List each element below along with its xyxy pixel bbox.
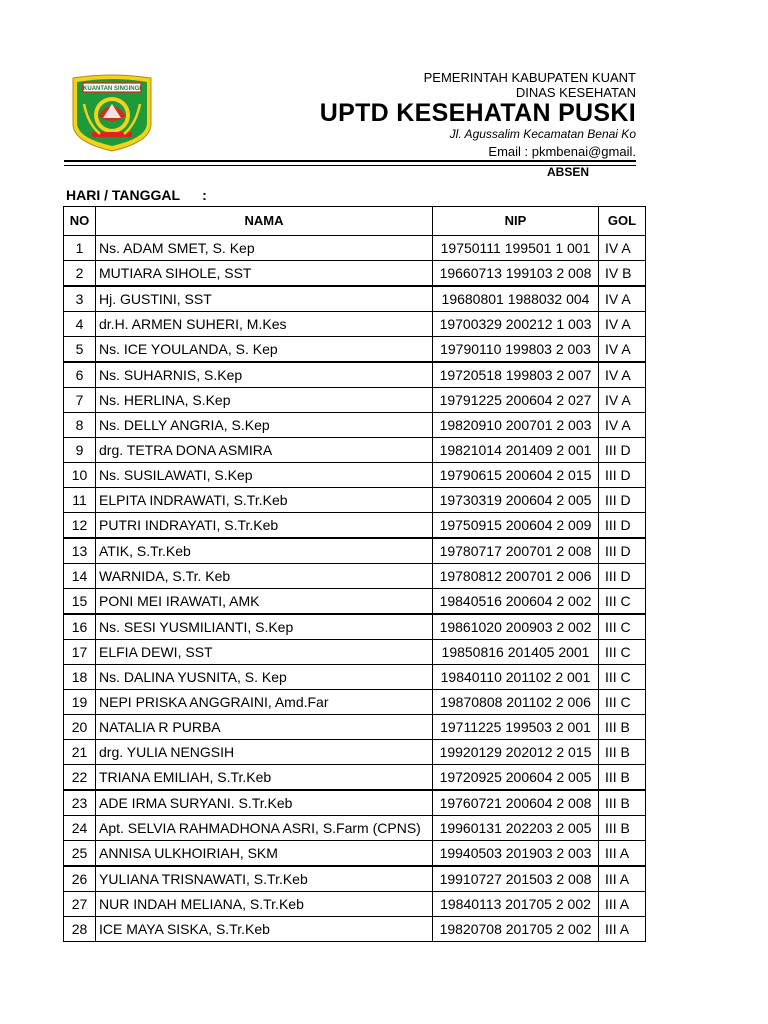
cell-gol: III B	[599, 765, 646, 791]
cell-no: 19	[64, 690, 96, 715]
cell-nama: NUR INDAH MELIANA, S.Tr.Keb	[96, 892, 433, 917]
cell-no: 2	[64, 261, 96, 287]
table-row	[64, 640, 646, 665]
table-row	[64, 866, 646, 892]
cell-no: 15	[64, 589, 96, 615]
table-row	[64, 816, 646, 841]
cell-nama: ELFIA DEWI, SST	[96, 640, 433, 665]
cell-no: 4	[64, 312, 96, 337]
cell-gol: III B	[599, 790, 646, 816]
cell-nip: 19910727 201503 2 008	[433, 866, 599, 892]
hari-tanggal-label	[66, 187, 207, 203]
table-row	[64, 690, 646, 715]
table-row	[64, 362, 646, 388]
cell-gol: III D	[599, 513, 646, 539]
cell-nama: dr.H. ARMEN SUHERI, M.Kes	[96, 312, 433, 337]
cell-nip: 19720518 199803 2 007	[433, 362, 599, 388]
cell-gol: III D	[599, 538, 646, 564]
cell-no: 13	[64, 538, 96, 564]
cell-no: 26	[64, 866, 96, 892]
cell-nama: Ns. SESI YUSMILIANTI, S.Kep	[96, 614, 433, 640]
cell-gol: III A	[599, 917, 646, 942]
cell-nama: Ns. ICE YOULANDA, S. Kep	[96, 337, 433, 363]
cell-no: 14	[64, 564, 96, 589]
cell-nama: drg. YULIA NENGSIH	[96, 740, 433, 765]
header-government-line: PEMERINTAH KABUPATEN KUANT	[423, 70, 636, 85]
cell-nip: 19780812 200701 2 006	[433, 564, 599, 589]
table-row	[64, 589, 646, 615]
cell-nama: PONI MEI IRAWATI, AMK	[96, 589, 433, 615]
cell-no: 20	[64, 715, 96, 740]
cell-nip: 19660713 199103 2 008	[433, 261, 599, 287]
table-row	[64, 665, 646, 690]
cell-nama: PUTRI INDRAYATI, S.Tr.Keb	[96, 513, 433, 539]
cell-no: 10	[64, 463, 96, 488]
column-header-nama: NAMA	[96, 207, 433, 236]
cell-gol: III C	[599, 589, 646, 615]
table-row	[64, 538, 646, 564]
cell-nip: 19850816 201405 2001	[433, 640, 599, 665]
cell-gol: III D	[599, 564, 646, 589]
cell-nama: ICE MAYA SISKA, S.Tr.Keb	[96, 917, 433, 942]
cell-nama: Ns. SUHARNIS, S.Kep	[96, 362, 433, 388]
cell-nama: ANNISA ULKHOIRIAH, SKM	[96, 841, 433, 867]
cell-gol: III C	[599, 614, 646, 640]
table-row	[64, 790, 646, 816]
cell-no: 21	[64, 740, 96, 765]
cell-nip: 19720925 200604 2 005	[433, 765, 599, 791]
header-divider-thick	[64, 160, 636, 162]
cell-nip: 19820708 201705 2 002	[433, 917, 599, 942]
cell-nip: 19790615 200604 2 015	[433, 463, 599, 488]
cell-gol: III B	[599, 740, 646, 765]
cell-gol: III C	[599, 690, 646, 715]
cell-nip: 19711225 199503 2 001	[433, 715, 599, 740]
cell-gol: III D	[599, 438, 646, 463]
header-address: Jl. Agussalim Kecamatan Benai Ko	[449, 127, 636, 141]
column-header-nip: NIP	[433, 207, 599, 236]
table-row	[64, 917, 646, 942]
cell-no: 23	[64, 790, 96, 816]
cell-nip: 19790110 199803 2 003	[433, 337, 599, 363]
cell-no: 5	[64, 337, 96, 363]
cell-no: 18	[64, 665, 96, 690]
cell-nama: WARNIDA, S.Tr. Keb	[96, 564, 433, 589]
cell-gol: IV A	[599, 312, 646, 337]
cell-nama: Ns. ADAM SMET, S. Kep	[96, 236, 433, 261]
absen-heading: ABSEN	[547, 165, 590, 179]
cell-nama: Ns. HERLINA, S.Kep	[96, 388, 433, 413]
cell-no: 9	[64, 438, 96, 463]
cell-nip: 19680801 1988032 004	[433, 286, 599, 312]
header-title: UPTD KESEHATAN PUSKI	[319, 99, 636, 127]
cell-nama: drg. TETRA DONA ASMIRA	[96, 438, 433, 463]
cell-gol: IV A	[599, 337, 646, 363]
logo-banner-text: KUANTAN SINGINGI	[83, 86, 141, 92]
cell-gol: III B	[599, 816, 646, 841]
cell-gol: IV A	[599, 236, 646, 261]
cell-nip: 19780717 200701 2 008	[433, 538, 599, 564]
hari-tanggal-text: HARI / TANGGAL	[66, 187, 181, 203]
header-email: Email : pkmbenai@gmail.	[488, 144, 636, 159]
cell-nama: MUTIARA SIHOLE, SST	[96, 261, 433, 287]
table-header-row	[64, 207, 646, 236]
cell-gol: IV A	[599, 286, 646, 312]
cell-no: 1	[64, 236, 96, 261]
cell-nama: Ns. DALINA YUSNITA, S. Kep	[96, 665, 433, 690]
cell-gol: III C	[599, 640, 646, 665]
cell-nama: YULIANA TRISNAWATI, S.Tr.Keb	[96, 866, 433, 892]
table-row	[64, 488, 646, 513]
cell-no: 27	[64, 892, 96, 917]
cell-no: 6	[64, 362, 96, 388]
table-row	[64, 413, 646, 438]
cell-nip: 19821014 201409 2 001	[433, 438, 599, 463]
table-row	[64, 765, 646, 791]
cell-no: 12	[64, 513, 96, 539]
cell-no: 22	[64, 765, 96, 791]
cell-gol: IV A	[599, 413, 646, 438]
cell-nama: Apt. SELVIA RAHMADHONA ASRI, S.Farm (CPNS)	[96, 816, 433, 841]
cell-nip: 19840113 201705 2 002	[433, 892, 599, 917]
table-row	[64, 564, 646, 589]
table-row	[64, 715, 646, 740]
table-row	[64, 513, 646, 539]
cell-nama: NEPI PRISKA ANGGRAINI, Amd.Far	[96, 690, 433, 715]
table-body	[64, 236, 646, 942]
table-row	[64, 337, 646, 363]
cell-nip: 19750111 199501 1 001	[433, 236, 599, 261]
cell-nama: Ns. DELLY ANGRIA, S.Kep	[96, 413, 433, 438]
cell-gol: III A	[599, 841, 646, 867]
cell-nip: 19861020 200903 2 002	[433, 614, 599, 640]
table-row	[64, 236, 646, 261]
header-department-line: DINAS KESEHATAN	[515, 85, 636, 100]
table-row	[64, 438, 646, 463]
column-header-no: NO	[64, 207, 96, 236]
cell-nip: 19920129 202012 2 015	[433, 740, 599, 765]
cell-nama: TRIANA EMILIAH, S.Tr.Keb	[96, 765, 433, 791]
table-row	[64, 261, 646, 287]
cell-nip: 19840110 201102 2 001	[433, 665, 599, 690]
cell-nip: 19760721 200604 2 008	[433, 790, 599, 816]
cell-nama: NATALIA R PURBA	[96, 715, 433, 740]
cell-gol: III A	[599, 892, 646, 917]
cell-nip: 19840516 200604 2 002	[433, 589, 599, 615]
attendance-table	[63, 206, 646, 942]
cell-no: 11	[64, 488, 96, 513]
table-row	[64, 892, 646, 917]
cell-nama: Ns. SUSILAWATI, S.Kep	[96, 463, 433, 488]
cell-nip: 19791225 200604 2 027	[433, 388, 599, 413]
column-header-gol: GOL	[599, 207, 646, 236]
table-row	[64, 312, 646, 337]
cell-no: 28	[64, 917, 96, 942]
cell-gol: IV A	[599, 388, 646, 413]
cell-gol: III C	[599, 665, 646, 690]
cell-no: 8	[64, 413, 96, 438]
cell-no: 3	[64, 286, 96, 312]
cell-no: 16	[64, 614, 96, 640]
cell-nip: 19700329 200212 1 003	[433, 312, 599, 337]
cell-no: 25	[64, 841, 96, 867]
cell-nama: ADE IRMA SURYANI. S.Tr.Keb	[96, 790, 433, 816]
cell-nama: Hj. GUSTINI, SST	[96, 286, 433, 312]
cell-gol: III D	[599, 488, 646, 513]
cell-no: 24	[64, 816, 96, 841]
kuantan-singingi-logo	[70, 74, 154, 152]
cell-gol: IV B	[599, 261, 646, 287]
cell-nip: 19870808 201102 2 006	[433, 690, 599, 715]
table-row	[64, 388, 646, 413]
table-row	[64, 614, 646, 640]
cell-nama: ATIK, S.Tr.Keb	[96, 538, 433, 564]
cell-nip: 19730319 200604 2 005	[433, 488, 599, 513]
table-row	[64, 463, 646, 488]
table-row	[64, 841, 646, 867]
cell-gol: IV A	[599, 362, 646, 388]
cell-nip: 19940503 201903 2 003	[433, 841, 599, 867]
hari-tanggal-colon: :	[202, 187, 207, 203]
cell-nip: 19960131 202203 2 005	[433, 816, 599, 841]
cell-nip: 19820910 200701 2 003	[433, 413, 599, 438]
cell-no: 17	[64, 640, 96, 665]
cell-gol: III D	[599, 463, 646, 488]
cell-gol: III B	[599, 715, 646, 740]
table-row	[64, 740, 646, 765]
cell-nip: 19750915 200604 2 009	[433, 513, 599, 539]
cell-nama: ELPITA INDRAWATI, S.Tr.Keb	[96, 488, 433, 513]
cell-no: 7	[64, 388, 96, 413]
table-row	[64, 286, 646, 312]
cell-gol: III A	[599, 866, 646, 892]
